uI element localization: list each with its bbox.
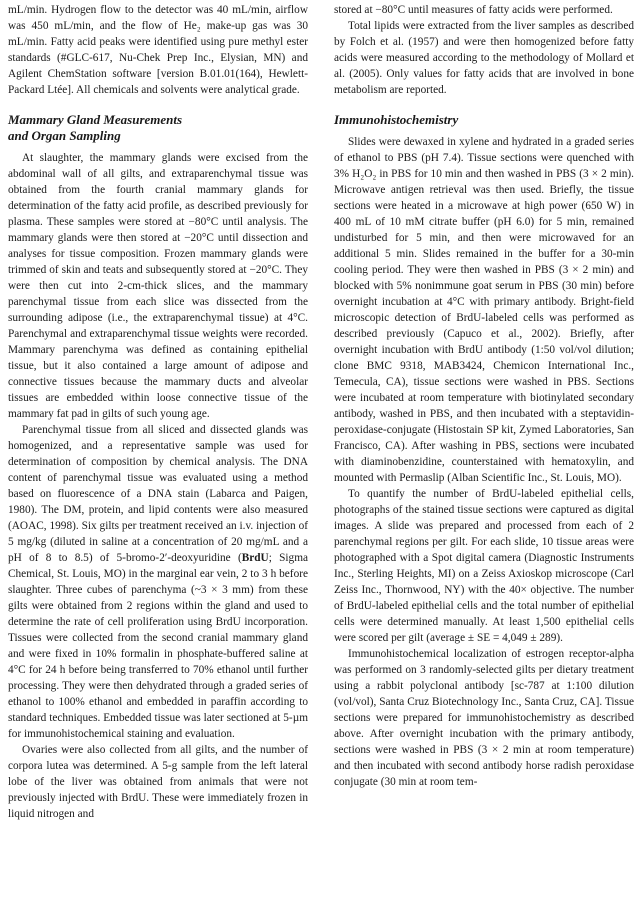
left-column <box>8 2 308 822</box>
parenchymal-paragraph <box>8 422 308 742</box>
estrogen-paragraph: Immunohistochemical localization of estrogen receptor-alpha was performed on 3 randomly-selected gilts per dietary treatment using a rabbit polyclonal antibody [sc-787 at 1:100 dilution (vol/vol), Santa Cruz Biotechnology Inc., Santa Cruz, CA]. Tissue sections were prepared for immunohistochemistry as described above. After overnight incubation with the primary antibody, sections were washed in PBS (3 × 2 min at room temperature) and then incubated with second antibody horse radish peroxidase conjugate (30 min at room tem- <box>334 648 634 788</box>
parenchymal-text-a: Parenchymal tissue from all sliced and dissected glands was homogenized, and a representative sample was used for determination of composition by chemical analysis. The DNA content of parenchymal tissue was evaluated using a method based on fluorescence of a DNA stain (Labarca and Paigen, 1980). The DM, protein, and lipid contents were also measured (AOAC, 1998). Six gilts per treatment received an i.v. injection of 5 mg/kg (diluted in saline at a concentration of 20 mg/mL and a pH of 8 to 8.5) of 5-bromo-2′-deoxyuridine ( <box>8 424 308 564</box>
intro-paragraph: mL/min. Hydrogen flow to the detector was 40 mL/min, airflow was 450 mL/min, and the flow of He₂ make-up gas was 30 mL/min. Fatty acid peaks were identified using pure methyl ester standards (#GLC-617, Nu-Chek Prep Inc., Elysian, MN) and Agilent ChemStation software [version B.01.01(164), Hewlett-Packard Ltée]. All chemicals and solvents were analytical grade. <box>8 4 308 96</box>
quantify-paragraph: To quantify the number of BrdU-labeled epithelial cells, photographs of the stained tissue sections were captured as digital images. A slide was prepared and processed from each of 2 parenchymal regions per gilt. For each slide, 10 tissue areas were photographed with a Spot digital camera (Diagnostic Instruments Inc., Sterling Heights, MI) on a Zeiss Axioskop microscope (Carl Zeiss Inc., Thornwood, NY) with the 40× objective. The number of BrdU-labeled epithelial cells and the total number of epithelial cells were determined manually. At least 1,500 epithelial cells were scored per gilt (average ± SE = 4,049 ± 289). <box>334 488 634 644</box>
section-heading-immunohistochemistry: Immunohistochemistry <box>334 112 459 127</box>
right-column <box>334 2 634 790</box>
slides-paragraph: Slides were dewaxed in xylene and hydrated in a graded series of ethanol to PBS (pH 7.4). Tissue sections were quenched with 3% H₂O₂ in PBS for 10 min and then washed in PBS (3 × 2 min). Microwave antigen retrieval was then used. Briefly, the tissue sections were heated in a microwave at high power (650 W) in 400 mL of 10 mM citrate buffer (pH 6.0) for 5 min, remained undisturbed for 5 min, and then were microwaved for an additional 5 min. Slides remained in the buffer for a 30-min cooling period. They were then washed in PBS (3 × 2 min) and blocked with 5% nonimmune goat serum in PBS (30 min) before overnight incubation at 4°C with primary antibody. Bright-field microscopic detection of BrdU-labeled cells was performed as described previously (Capuco et al., 2002). Briefly, after overnight incubation with BrdU antibody (1:50 vol/vol dilution; clone BMC 9318, MAB3424, Chemicon International Inc., Temecula, CA), tissue sections were washed in PBS. Sections were incubated at room temperature with biotinylated secondary antibody, washed in PBS, and then incubated with a steptavidin-peroxidase-conjugate (Histostain SP kit, Zymed Laboratories, San Francisco, CA). After washing in PBS, sections were incubated with diaminobenzidine, counterstained with hematoxylin, and mounted with Permaslip (Alban Scientific Inc., St. Louis, MO). <box>334 136 634 484</box>
lipids-paragraph: Total lipids were extracted from the liver samples as described by Folch et al. (1957) and were then homogenized before fatty acids were measured according to the methodology of Mollard et al. (2005). Only values for fatty acids that are involved in bone metabolism are reported. <box>334 20 634 96</box>
brdu-abbreviation: BrdU <box>241 552 269 564</box>
ovaries-paragraph: Ovaries were also collected from all gilts, and the number of corpora lutea was determined. A 5-g sample from the left lateral lobe of the liver was obtained from animals that were not previously injected with BrdU. These were immediately frozen in liquid nitrogen and <box>8 744 308 820</box>
section-heading-line-1: Mammary Gland Measurements <box>8 112 183 127</box>
parenchymal-text-b: ; Sigma Chemical, St. Louis, MO) in the marginal ear vein, 2 to 3 h before slaughter. Three cubes of parenchyma (~3 × 3 mm) from these gilts were obtained from 2 regions within the gland and used to determine the rate of cell proliferation using BrdU incorporation. Tissues were collected from the second cranial mammary gland and were fixed in 10% formalin in phosphate-buffered saline at 4°C for 24 h before being transferred to 70% ethanol until further processing. They were then dehydrated through a graded series of ethanol to 100% ethanol and embedded in paraffin according to standard techniques. Embedded tissue was later sectioned at 5-µm for immunohistochemical staining and evaluation. <box>8 552 308 740</box>
section-heading-mammary <box>8 112 308 144</box>
slaughter-paragraph: At slaughter, the mammary glands were excised from the abdominal wall of all gilts, and extraparenchymal tissue was obtained from the fourth cranial mammary glands for determination of the fatty acid profile, as described previously for plasma. These samples were stored at −80°C until analysis. The mammary glands were then stored at −20°C until dissection and analyses for tissue composition. Frozen mammary glands were trimmed of skin and teats and subsequently stored at −20°C. They were then cut into 2-cm-thick slices, and the mammary parenchymal tissue from each slice was dissected from the surrounding adipose (i.e., the extraparenchymal tissue) at 4°C. Parenchymal and extraparenchymal tissue weights were recorded. Mammary parenchyma was defined as containing epithelial tissue, but it also contained a large amount of adipose and connective tissues because the mammary ducts and alveolar tissues are embedded within loose connective tissue of the mammary fat pad in gilts of such young age. <box>8 152 308 420</box>
section-heading-line-2: and Organ Sampling <box>8 128 121 143</box>
stored-paragraph: stored at −80°C until measures of fatty acids were performed. <box>334 4 613 16</box>
